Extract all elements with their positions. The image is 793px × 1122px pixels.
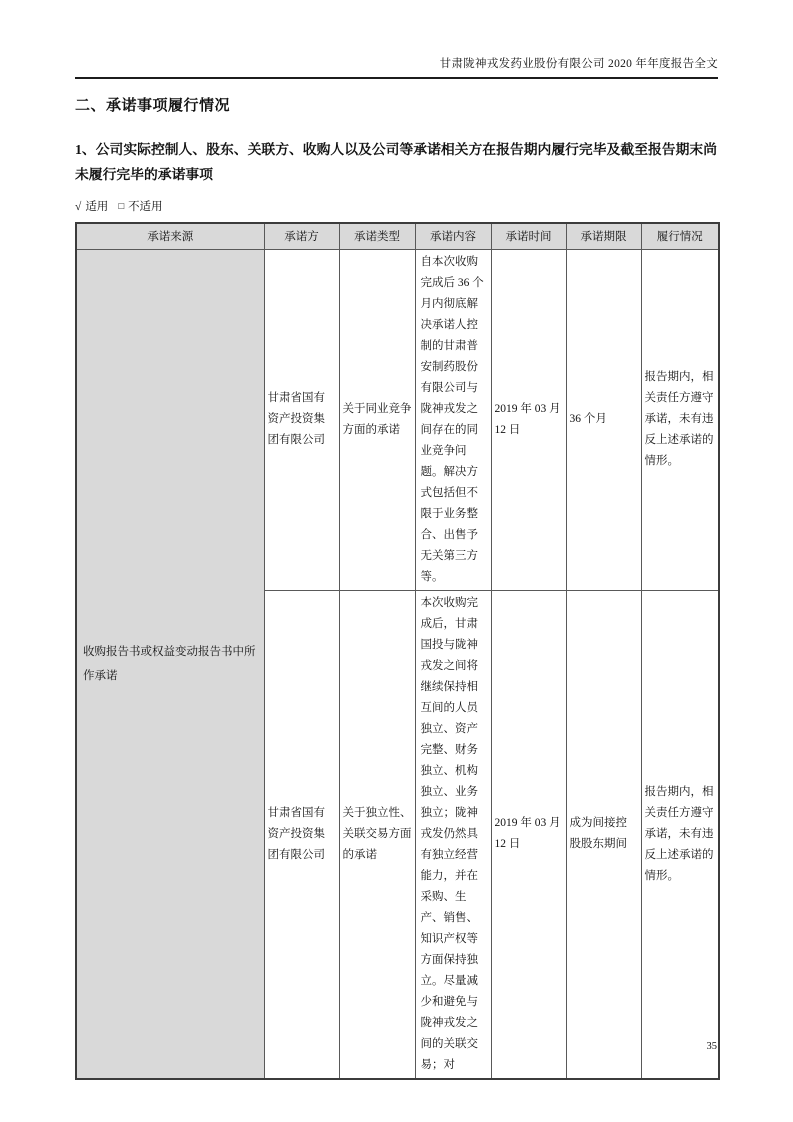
col-header-performance-status: 履行情况 [641,223,719,249]
cell-commitment-content: 自本次收购完成后 36 个月内彻底解决承诺人控制的甘肃普安制药股份有限公司与陇神戎发之间存在的同业竞争问题。解决方式包括但不限于业务整合、出售予无关第三方等。 [415,249,491,590]
table-header-row [76,223,719,249]
cell-commitment-type: 关于独立性、关联交易方面的承诺 [339,590,415,1079]
cell-commitment-source: 收购报告书或权益变动报告书中所作承诺 [76,249,264,1079]
section-subtitle: 1、公司实际控制人、股东、关联方、收购人以及公司等承诺相关方在报告期内履行完毕及截至报告期末尚未履行完毕的承诺事项 [75,142,717,182]
col-header-commitment-source: 承诺来源 [76,223,264,249]
cell-commitment-content: 本次收购完成后，甘肃国投与陇神戎发之间将继续保持相互间的人员独立、资产完整、财务独立、机构独立、业务独立；陇神戎发仍然具有独立经营能力，并在采购、生产、销售、知识产权等方面保持独立。尽量减少和避免与陇神戎发之间的关联交易；对 [415,590,491,1079]
document-header: 甘肃陇神戎发药业股份有限公司 2020 年年度报告全文 [75,55,718,79]
checkbox-icon: □ [118,202,125,212]
cell-commitment-time: 2019 年 03 月 12 日 [491,590,566,1079]
not-applicable-label: 不适用 [128,201,163,213]
col-header-commitment-content: 承诺内容 [415,223,491,249]
cell-performance-status: 报告期内，相关责任方遵守承诺，未有违反上述承诺的情形。 [641,590,719,1079]
page-number: 35 [706,1041,717,1052]
section-title: 二、承诺事项履行情况 [75,98,231,114]
cell-commitment-party: 甘肃省国有资产投资集团有限公司 [264,590,339,1079]
col-header-commitment-type: 承诺类型 [339,223,415,249]
cell-commitment-type: 关于同业竞争方面的承诺 [339,249,415,590]
cell-performance-status: 报告期内，相关责任方遵守承诺，未有违反上述承诺的情形。 [641,249,719,590]
table-row [76,249,719,590]
check-mark-icon: √ [75,201,82,213]
commitments-table [75,222,720,1080]
cell-commitment-term: 成为间接控股股东期间 [566,590,641,1079]
col-header-commitment-time: 承诺时间 [491,223,566,249]
cell-commitment-time: 2019 年 03 月 12 日 [491,249,566,590]
col-header-commitment-party: 承诺方 [264,223,339,249]
applicability-line [75,198,163,214]
applicable-label: 适用 [85,201,109,213]
cell-commitment-term: 36 个月 [566,249,641,590]
cell-commitment-party: 甘肃省国有资产投资集团有限公司 [264,249,339,590]
col-header-commitment-term: 承诺期限 [566,223,641,249]
